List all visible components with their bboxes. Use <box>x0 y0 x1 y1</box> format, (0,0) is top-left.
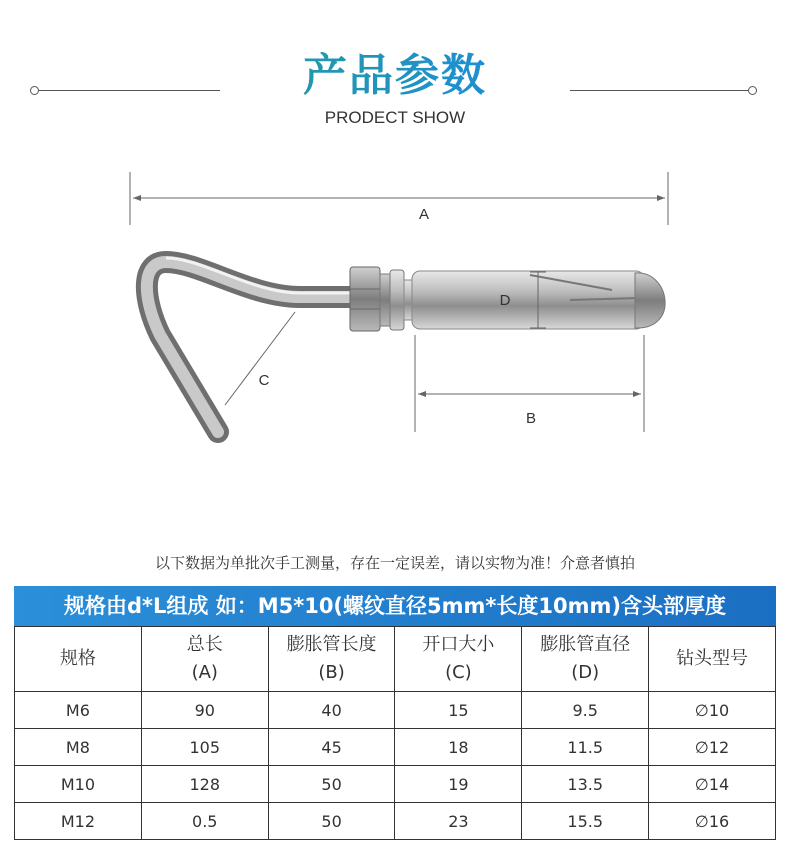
page-title: 产品参数 <box>0 48 790 104</box>
dimension-c <box>225 312 295 405</box>
table-cell: 15 <box>395 692 522 729</box>
measurement-notice: 以下数据为单批次手工测量，存在一定误差，请以实物为准！介意者慎拍 <box>154 554 635 572</box>
table-cell: ∅12 <box>649 729 776 766</box>
table-cell: 128 <box>141 766 268 803</box>
dimension-a <box>130 172 668 225</box>
hook-rod <box>147 258 355 432</box>
table-header-row <box>15 627 776 692</box>
table-cell: ∅10 <box>649 692 776 729</box>
spec-table <box>14 626 776 840</box>
table-cell: 0.5 <box>141 803 268 840</box>
table-cell: 13.5 <box>522 766 649 803</box>
table-row <box>15 692 776 729</box>
label-a: A <box>418 206 430 223</box>
page-subtitle: PRODECT SHOW <box>324 108 466 127</box>
table-cell: M8 <box>15 729 142 766</box>
table-cell: M6 <box>15 692 142 729</box>
spec-banner: 规格由d*L组成 如：M5*10(螺纹直径5mm*长度10mm)含头部厚度 <box>14 586 776 626</box>
label-b: B <box>525 410 537 427</box>
table-row <box>15 766 776 803</box>
table-cell: M10 <box>15 766 142 803</box>
table-cell: ∅16 <box>649 803 776 840</box>
header-total-length: 总长 (A) <box>141 627 268 692</box>
table-row <box>15 729 776 766</box>
header-spec: 规格 <box>15 627 142 692</box>
table-cell: ∅14 <box>649 766 776 803</box>
product-diagram <box>0 160 790 450</box>
table-cell: M12 <box>15 803 142 840</box>
table-row <box>15 803 776 840</box>
table-cell: 45 <box>268 729 395 766</box>
table-cell: 23 <box>395 803 522 840</box>
table-cell: 9.5 <box>522 692 649 729</box>
table-cell: 90 <box>141 692 268 729</box>
table-cell: 50 <box>268 803 395 840</box>
expansion-sleeve <box>412 271 665 329</box>
table-cell: 105 <box>141 729 268 766</box>
label-d: D <box>499 292 511 309</box>
table-cell: 11.5 <box>522 729 649 766</box>
label-c: C <box>258 372 270 389</box>
hex-nut <box>350 267 414 331</box>
table-cell: 19 <box>395 766 522 803</box>
header <box>0 0 790 140</box>
header-sleeve-diameter: 膨胀管直径 (D) <box>522 627 649 692</box>
header-sleeve-length: 膨胀管长度 (B) <box>268 627 395 692</box>
header-drill-size: 钻头型号 <box>649 627 776 692</box>
table-cell: 50 <box>268 766 395 803</box>
table-cell: 18 <box>395 729 522 766</box>
header-opening-size: 开口大小 (C) <box>395 627 522 692</box>
table-cell: 40 <box>268 692 395 729</box>
table-cell: 15.5 <box>522 803 649 840</box>
